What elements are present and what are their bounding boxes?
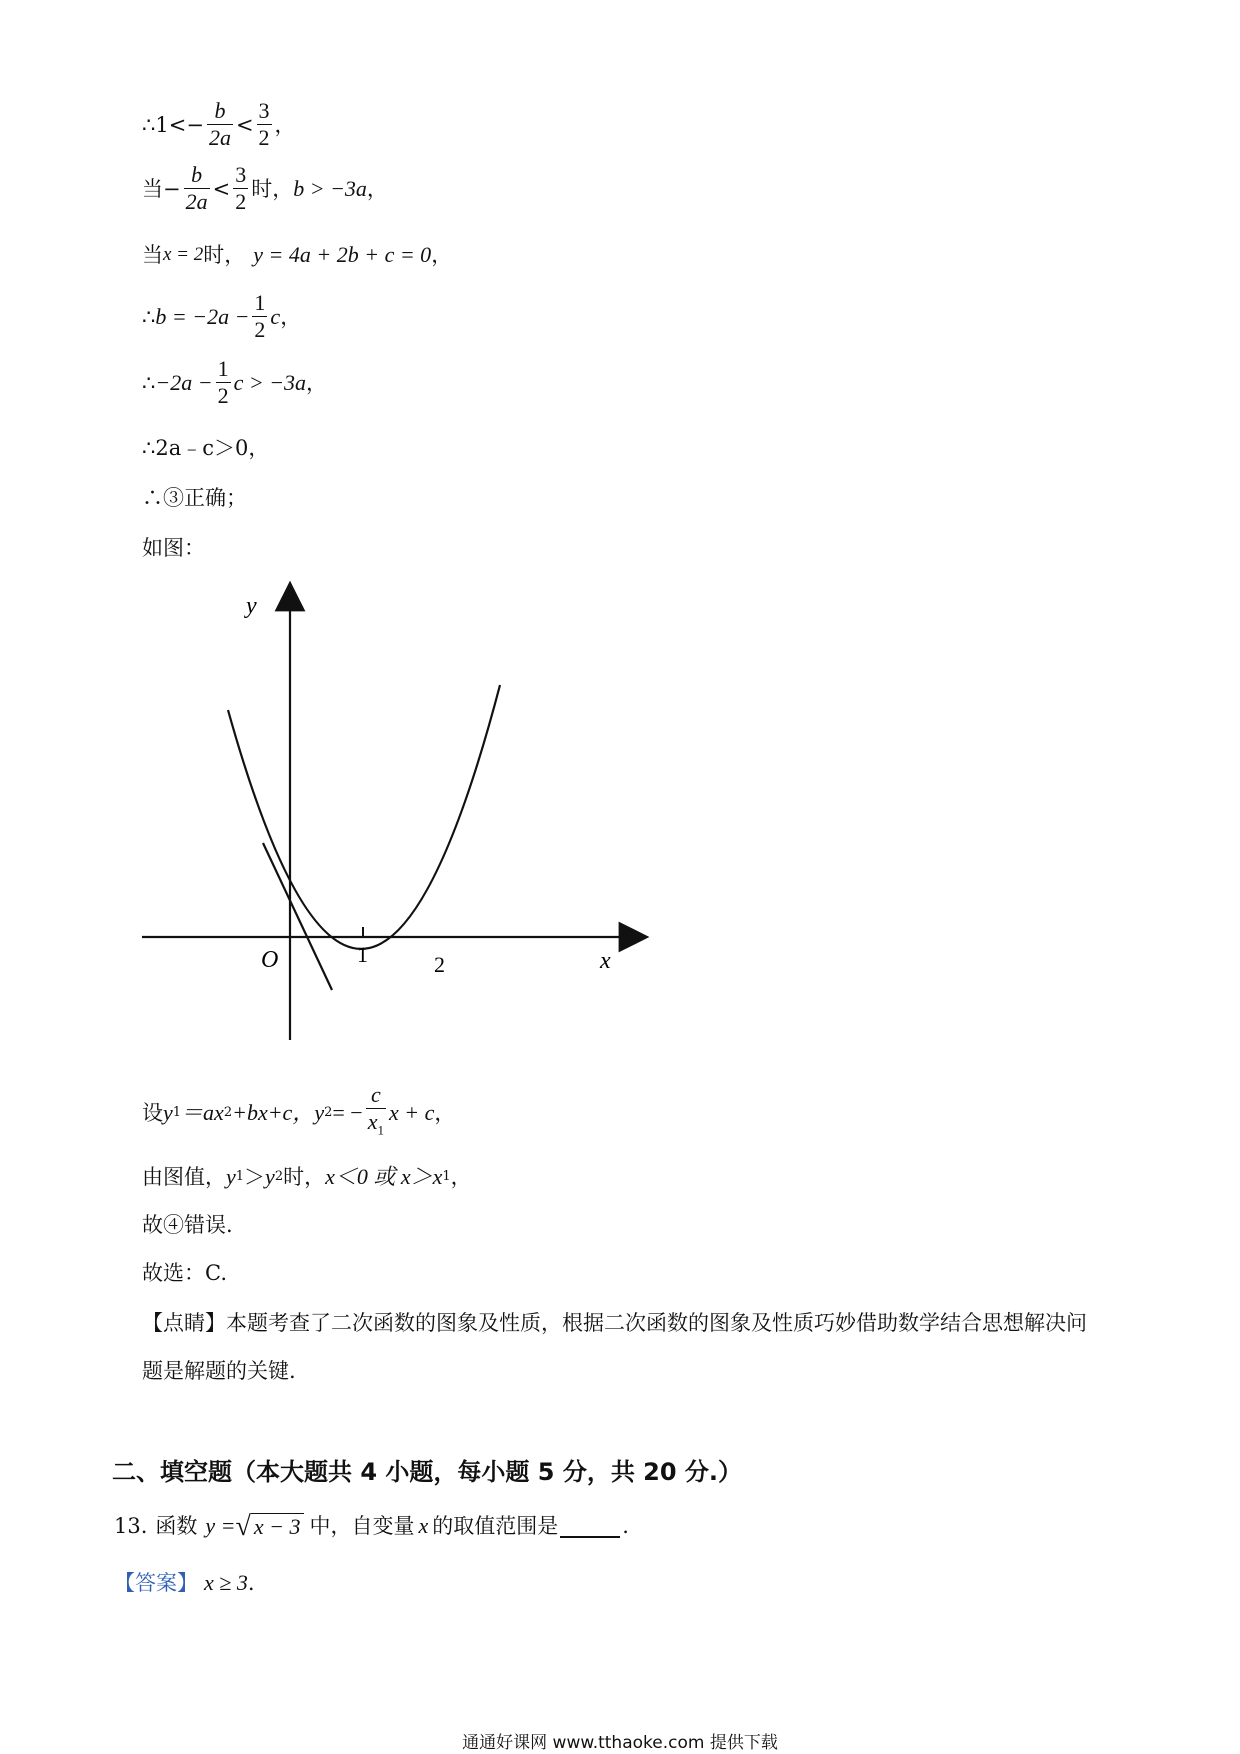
fraction-b-over-2a: $\frac{b}{2a}$ [185,162,208,214]
answer-13: 【答案】 x ≥ 3 . [114,1568,255,1598]
x-axis-label: x [600,948,611,974]
origin-label: O [261,947,279,973]
text-therefore-1: ∴1 [142,112,169,137]
line-6: ∴2a﹣c＞0， [142,436,270,460]
parabola-graph [130,575,650,1055]
tick-2-label: 2 [434,952,445,977]
line-4-b-expression: ∴ b = −2a − $\frac{1}{2}$ c ， [142,290,302,342]
text-less: < [235,112,254,137]
answer-value: x ≥ 3 [204,1570,248,1595]
fraction-c-over-x1: $\frac{c}{x_1}$ [366,1082,386,1143]
answer-label: 【答案】 [114,1571,198,1595]
fraction-b-over-2a: $\frac{b}{2a}$ [208,98,231,150]
text-less-minus: <− [168,112,204,137]
tick-1-label: 1 [357,942,368,967]
fraction-3-over-2: $\frac{3}{2}$ [258,98,270,150]
line-1-inequality: ∴1 <− $\frac{b}{2a}$ < $\frac{3}{2}$ ， [142,98,296,150]
line-2-condition: 当− $\frac{b}{2a}$ < $\frac{3}{2}$ 时， b > −3a ， [142,162,388,214]
section-title: 二、填空题（本大题共 4 小题，每小题 5 分，共 20 分.） [112,1458,743,1486]
y-axis-label: y [246,593,257,619]
sqrt-expression: √ x − 3 [236,1513,304,1540]
fraction-1-over-2: $\frac{1}{2}$ [217,356,229,408]
fraction-3-over-2: $\frac{3}{2}$ [235,162,247,214]
fraction-1-over-2: $\frac{1}{2}$ [254,290,266,342]
line-8: 如图： [142,536,205,560]
line-3-substitution: 当 x = 2 时， y = 4a + 2b + c = 0 ， [142,242,453,267]
line-9-definitions: 设 y 1 ＝ax 2 +bx+c， y 2 = − $\frac{c}{x_1}$ x + c ， [142,1082,455,1143]
answer-blank [560,1514,620,1538]
line-11: 故④错误. [142,1213,233,1237]
line-14-comment: 题是解题的关键. [142,1359,296,1383]
footer-source: 通通好课网 www.tthaoke.com 提供下载 [462,1733,778,1753]
line-12: 故选：C. [142,1261,227,1285]
line-5-inequality: ∴ −2a − $\frac{1}{2}$ c > −3a ， [142,356,328,408]
line-13-comment: 【点睛】本题考查了二次函数的图象及性质，根据二次函数的图象及性质巧妙借助数学结合思想解决问 [142,1311,1087,1335]
line-7: ∴③正确； [142,486,247,510]
parabola-curve [228,685,500,949]
line-10-graph-reading: 由图值， y 1 ＞ y 2 时， x＜0 或 x＞x 1 ， [142,1164,472,1189]
question-13: 13. 函数 y = √ x − 3 中，自变量 x 的取值范围是 . [114,1510,629,1542]
